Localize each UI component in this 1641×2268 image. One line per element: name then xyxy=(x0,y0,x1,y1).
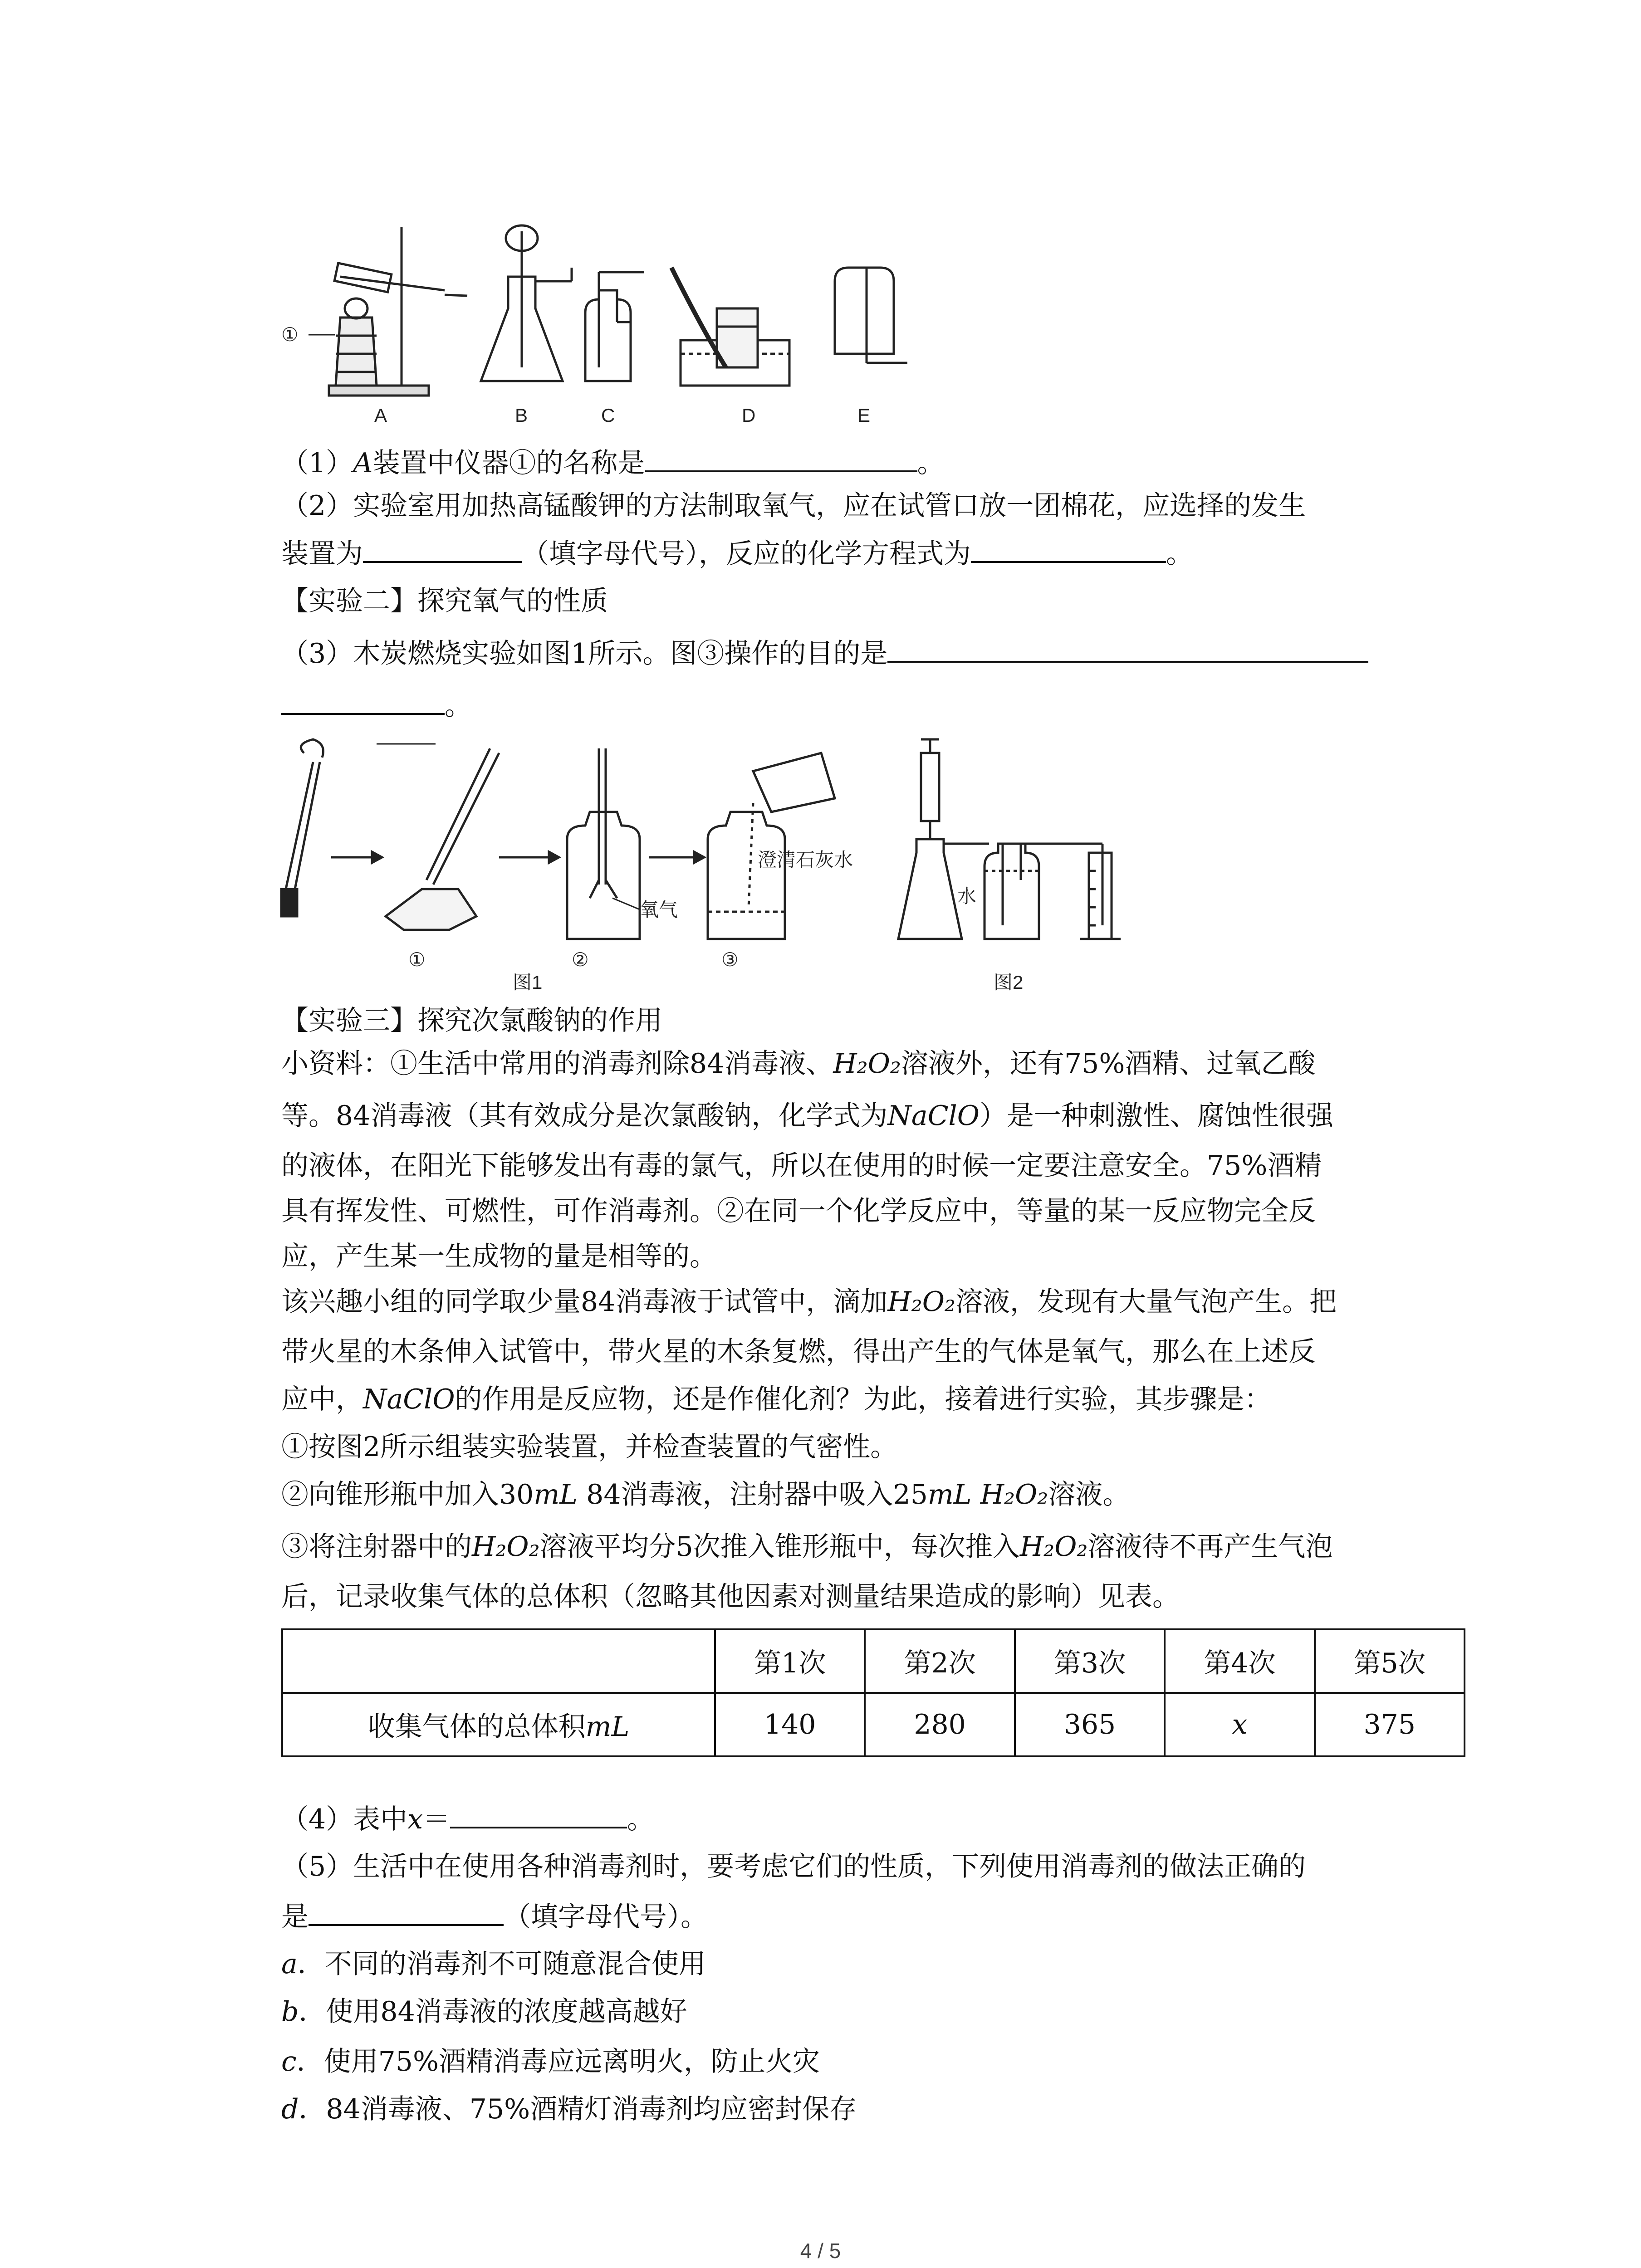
procedure-line-2: 带火星的木条伸入试管中，带火星的木条复燃，得出产生的气体是氧气，那么在上述反 xyxy=(281,1336,1316,1368)
table-cell: 365 xyxy=(1015,1693,1165,1756)
proc-l1-a: 该兴趣小组的同学取少量84消毒液于试管中，滴加 xyxy=(281,1286,888,1318)
row-label-text: 收集气体的总体积 xyxy=(367,1711,586,1743)
procedure-line-3 xyxy=(281,1381,1272,1418)
proc-l3-formula: NaClO xyxy=(363,1383,455,1415)
proc-s3-formula2: H₂O₂ xyxy=(1019,1531,1088,1563)
figure-1 xyxy=(277,735,876,998)
apparatus-b-label: B xyxy=(515,405,528,426)
question-5-line-2 xyxy=(281,1896,708,1935)
info-l1-a: 小资料：①生活中常用的消毒剂除84消毒液、 xyxy=(281,1048,833,1080)
proc-s2-unit: mL xyxy=(534,1479,578,1510)
fig1-oxygen-label: 氧气 xyxy=(640,899,678,920)
proc-l1-b: 溶液，发现有大量气泡产生。把 xyxy=(955,1286,1337,1318)
apparatus-drawing xyxy=(281,218,971,440)
proc-l1-formula: H₂O₂ xyxy=(887,1286,955,1318)
table-cell: 280 xyxy=(865,1693,1014,1756)
option-text: ．不同的消毒剂不可随意混合使用 xyxy=(297,1948,706,1980)
proc-s2-formula: H₂O₂ xyxy=(971,1479,1048,1510)
proc-l3-b: 的作用是反应物，还是作催化剂？为此，接着进行实验，其步骤是： xyxy=(455,1383,1272,1415)
table-cell: 375 xyxy=(1315,1693,1465,1756)
table-header-cell: 第5次 xyxy=(1315,1629,1465,1693)
proc-s3-b: 溶液平均分5次推入锥形瓶中，每次推入 xyxy=(539,1531,1020,1563)
option-text: ．使用84消毒液的浓度越高越好 xyxy=(299,1996,687,2028)
option-text: ．84消毒液、75%酒精灯消毒剂均应密封保存 xyxy=(299,2093,857,2125)
proc-s2-a: ②向锥形瓶中加入30 xyxy=(281,1479,534,1510)
option-a xyxy=(281,1946,706,1982)
question-5-line-1: （5）生活中在使用各种消毒剂时，要考虑它们的性质，下列使用消毒剂的做法正确的 xyxy=(281,1851,1306,1882)
q3-suffix: 。 xyxy=(445,690,472,722)
question-1 xyxy=(281,442,945,481)
option-letter: b xyxy=(281,1996,299,2028)
fig1-caption: 图1 xyxy=(513,972,543,993)
q2-text-a: 装置为 xyxy=(281,538,363,570)
proc-s2-unit2: mL xyxy=(927,1479,972,1510)
q1-prefix: （1） xyxy=(281,447,353,479)
proc-s2-b: 84消毒液，注射器中吸入25 xyxy=(578,1479,928,1510)
info-line-4: 具有挥发性、可燃性，可作消毒剂。②在同一个化学反应中，等量的某一反应物完全反 xyxy=(281,1195,1316,1227)
q5-text-a: 是 xyxy=(281,1901,309,1933)
procedure-step-2 xyxy=(281,1476,1130,1513)
fig2-caption: 图2 xyxy=(994,972,1024,993)
q3-answer-blank-1[interactable] xyxy=(887,633,1368,663)
fig1-step-1-label: ① xyxy=(408,949,426,970)
info-line-5: 应，产生某一生成物的量是相等的。 xyxy=(281,1241,717,1272)
proc-s3-c: 溶液待不再产生气泡 xyxy=(1087,1531,1333,1563)
page-number: 4 / 5 xyxy=(800,2239,841,2263)
info-l2-formula: NaClO xyxy=(887,1100,980,1132)
table-header-cell: 第1次 xyxy=(715,1629,865,1693)
question-3-line-1 xyxy=(281,633,1368,672)
question-2-line-2 xyxy=(281,533,1193,572)
fig2-water-label: 水 xyxy=(957,885,977,907)
info-l1-formula: H₂O₂ xyxy=(833,1048,901,1080)
q4-suffix: 。 xyxy=(627,1804,655,1835)
table-header-row xyxy=(282,1629,1465,1693)
proc-l3-a: 应中， xyxy=(281,1383,363,1415)
figure-2 xyxy=(889,735,1143,998)
fig1-step-2-label: ② xyxy=(572,949,589,970)
table-cell: 140 xyxy=(715,1693,865,1756)
info-line-2 xyxy=(281,1098,1333,1134)
experiment-3-heading: 【实验三】探究次氯酸钠的作用 xyxy=(281,1005,662,1036)
info-line-1 xyxy=(281,1046,1315,1082)
q5-text-b: （填字母代号）。 xyxy=(504,1901,708,1933)
fig1-step-3-label: ③ xyxy=(721,949,739,970)
option-c xyxy=(281,2043,820,2080)
q3-text: （3）木炭燃烧实验如图1所示。图③操作的目的是 xyxy=(281,638,888,670)
q4-answer-blank[interactable] xyxy=(450,1799,627,1828)
q2-equation-blank[interactable] xyxy=(971,533,1166,563)
proc-s3-formula: H₂O₂ xyxy=(472,1531,540,1563)
q1-text: 装置中仪器①的名称是 xyxy=(372,447,645,479)
q1-answer-blank[interactable] xyxy=(645,442,917,472)
apparatus-a-label: A xyxy=(374,405,387,426)
option-letter: c xyxy=(281,2046,297,2077)
figure-1-drawing xyxy=(277,735,876,998)
table-row xyxy=(282,1693,1465,1756)
q4-var: x xyxy=(407,1804,423,1835)
proc-s2-c: 溶液。 xyxy=(1048,1479,1130,1510)
info-l2-b: ）是一种刺激性、腐蚀性很强 xyxy=(979,1100,1333,1132)
row-label-unit: mL xyxy=(585,1711,630,1743)
fig1-limewater-label: 澄清石灰水 xyxy=(758,849,853,870)
apparatus-e-label: E xyxy=(857,405,871,426)
procedure-line-1 xyxy=(281,1284,1337,1320)
option-b xyxy=(281,1994,687,2030)
q2-text-c: 。 xyxy=(1166,538,1193,570)
procedure-step-1: ①按图2所示组装实验装置，并检查装置的气密性。 xyxy=(281,1431,898,1463)
experiment-2-heading: 【实验二】探究氧气的性质 xyxy=(281,585,608,617)
q1-device: A xyxy=(353,447,373,479)
q5-answer-blank[interactable] xyxy=(309,1896,504,1926)
table-cell: x xyxy=(1165,1693,1314,1756)
proc-s3-a: ③将注射器中的 xyxy=(281,1531,472,1563)
q2-device-blank[interactable] xyxy=(363,533,522,563)
question-2-line-1: （2）实验室用加热高锰酸钾的方法制取氧气，应在试管口放一团棉花，应选择的发生 xyxy=(281,490,1306,522)
q2-text-b: （填字母代号），反应的化学方程式为 xyxy=(522,538,971,570)
question-4 xyxy=(281,1799,654,1838)
apparatus-d-label: D xyxy=(742,405,756,426)
option-text: ．使用75%酒精消毒应远离明火，防止火灾 xyxy=(296,2046,820,2077)
table-header-cell: 第4次 xyxy=(1165,1629,1314,1693)
marker-1-label: ① xyxy=(281,324,299,345)
option-letter: d xyxy=(281,2093,299,2125)
table-row-label xyxy=(282,1693,715,1756)
info-l1-b: 溶液外，还有75%酒精、过氧乙酸 xyxy=(901,1048,1316,1080)
table-header-cell xyxy=(282,1629,715,1693)
q4-prefix: （4）表中 xyxy=(281,1804,408,1835)
q4-eq: ＝ xyxy=(423,1804,451,1835)
q3-answer-blank-2[interactable] xyxy=(281,685,445,715)
question-3-line-2 xyxy=(281,685,472,724)
info-line-3: 的液体，在阳光下能够发出有毒的氯气，所以在使用的时候一定要注意安全。75%酒精 xyxy=(281,1150,1322,1182)
apparatus-c-label: C xyxy=(601,405,615,426)
table-header-cell: 第2次 xyxy=(865,1629,1014,1693)
procedure-step-3 xyxy=(281,1529,1332,1565)
table-header-cell: 第3次 xyxy=(1015,1629,1165,1693)
procedure-step-4: 后，记录收集气体的总体积（忽略其他因素对测量结果造成的影响）见表。 xyxy=(281,1581,1180,1613)
results-table xyxy=(281,1628,1465,1757)
figure-2-drawing xyxy=(889,735,1143,998)
q1-suffix: 。 xyxy=(917,447,945,479)
option-letter: a xyxy=(281,1948,298,1980)
apparatus-figure xyxy=(281,218,971,440)
option-d xyxy=(281,2091,857,2127)
info-l2-a: 等。84消毒液（其有效成分是次氯酸钠，化学式为 xyxy=(281,1100,888,1132)
